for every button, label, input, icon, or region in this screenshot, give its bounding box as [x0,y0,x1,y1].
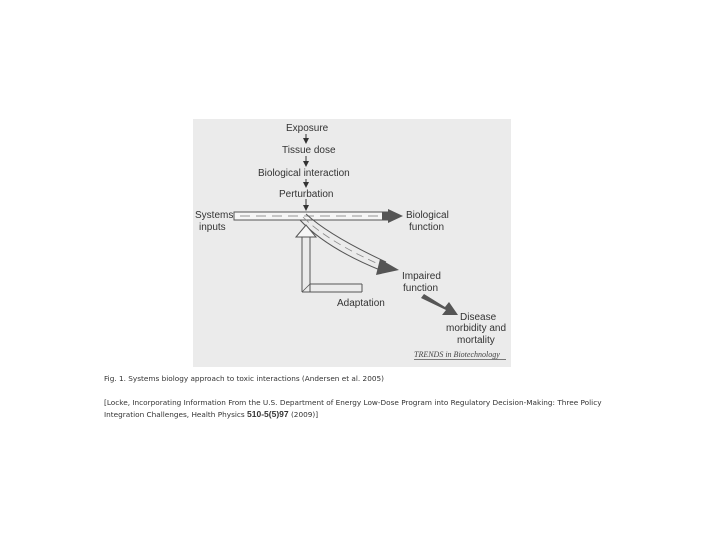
reference-citation [104,397,604,420]
node-disease-line1: Disease [460,312,497,323]
adaptation-arrowhead [296,225,316,237]
node-disease-line3: mortality [457,335,495,346]
figure-credit: TRENDS in Biotechnology [414,350,500,359]
node-tissue-dose: Tissue dose [282,145,336,156]
biological-function-arrowhead [388,209,403,223]
disease-pathway-arrow [421,294,458,315]
node-systems-inputs-line1: Systems [195,210,234,221]
node-biological-function-line2: function [409,222,445,233]
node-systems-inputs-line2: inputs [199,222,226,233]
node-adaptation: Adaptation [337,298,385,309]
node-disease-line2: morbidity and [446,323,507,334]
credit-divider [414,359,506,360]
figure-caption: Fig. 1. Systems biology approach to toxic interactions (Andersen et al. 2005) [104,374,384,383]
node-perturbation: Perturbation [279,189,334,200]
reference-volume: 510-5(5)97 [247,408,289,419]
reference-text: [Locke, Incorporating Information From the U.S. Department of Energy Low-Dose Program into Regulatory Decision-Making: Three Policy Integration Challenges, Health Physics [104,398,602,419]
node-impaired-function-line2: function [403,283,439,294]
impaired-pathway-channel [300,214,399,275]
reference-year: (2009)] [288,409,319,419]
node-exposure: Exposure [286,123,329,134]
adaptation-feedback-loop [296,225,362,292]
node-biological-interaction: Biological interaction [258,168,350,179]
node-impaired-function-line1: Impaired [402,271,441,282]
impaired-function-arrowhead [376,259,399,275]
normal-pathway-channel [234,209,403,223]
node-biological-function-line1: Biological [406,210,449,221]
